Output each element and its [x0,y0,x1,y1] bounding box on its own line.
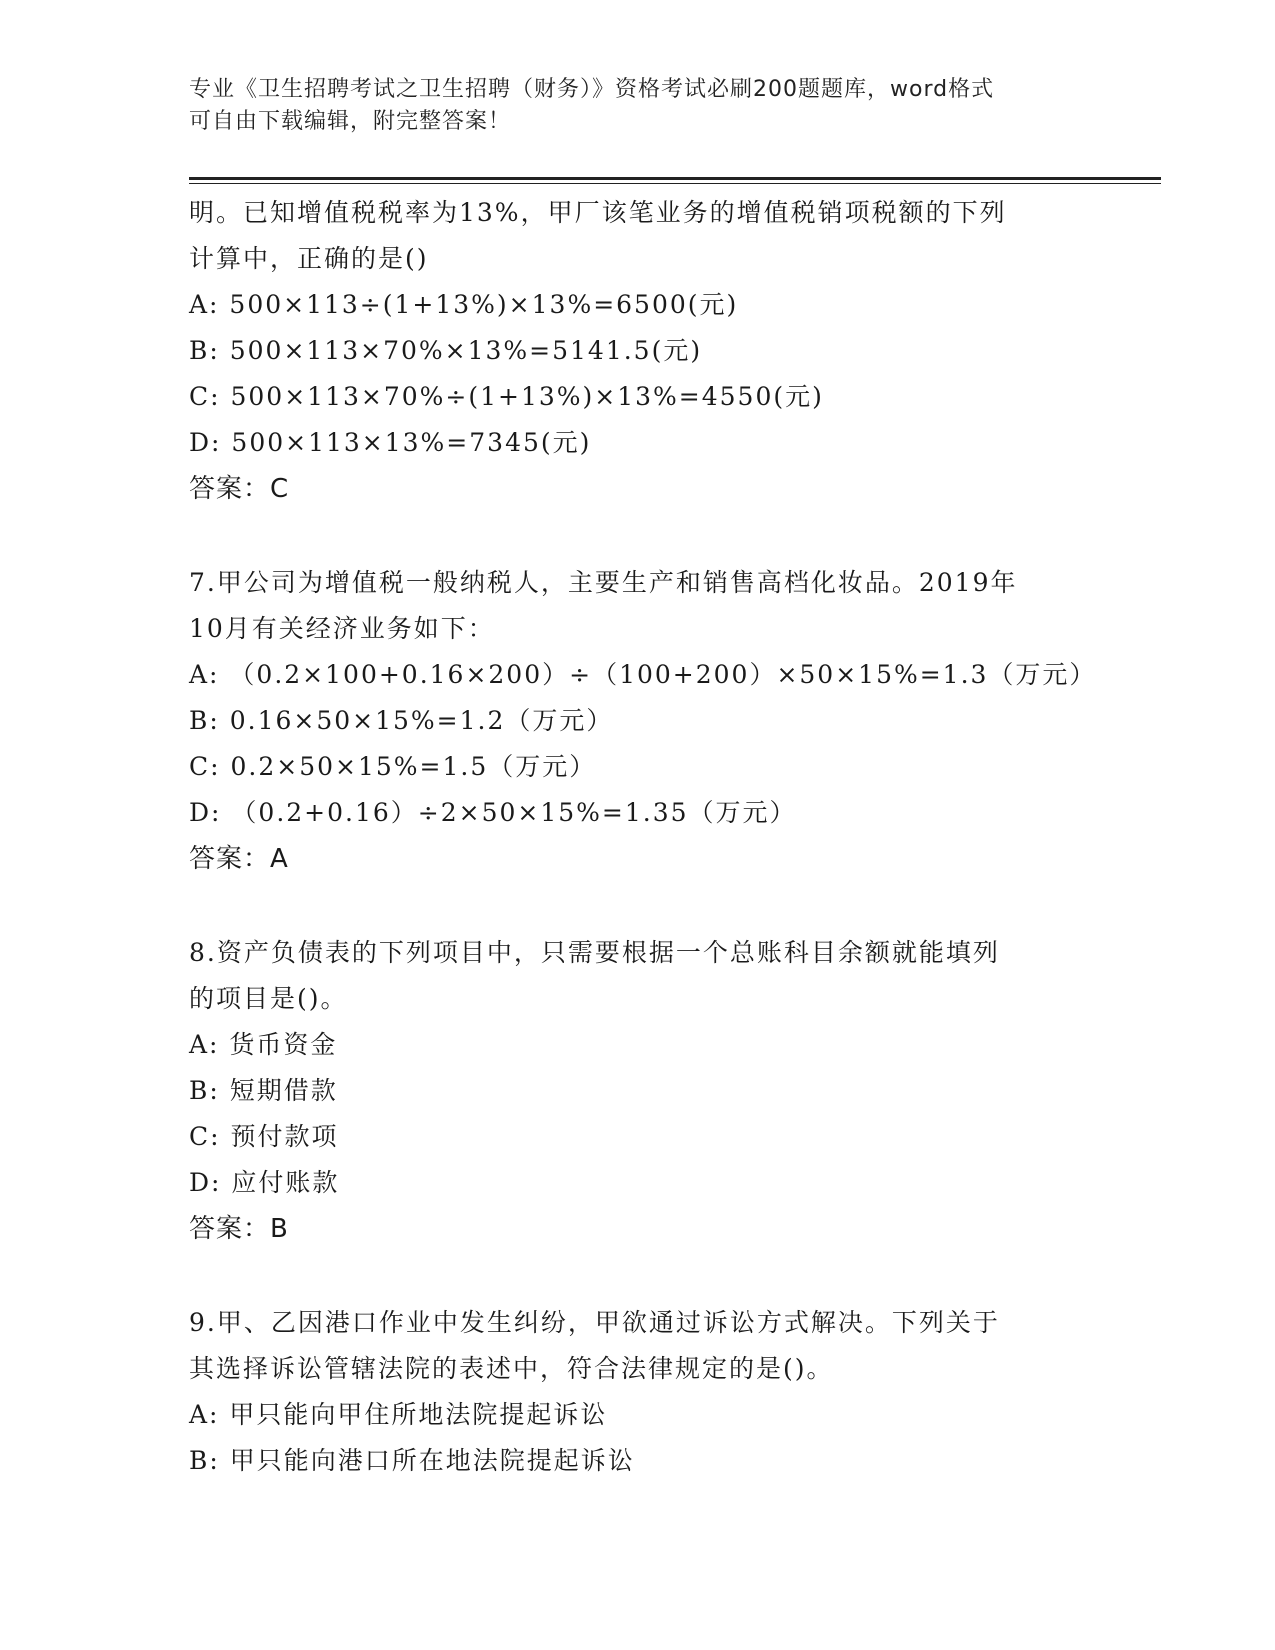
answer: 答案：C [189,474,290,504]
header-title-line-1: 专业《卫生招聘考试之卫生招聘（财务）》资格考试必刷200题题库，word格式 [189,77,995,102]
option-a: A: 500×113÷(1+13%)×13%=6500(元) [189,290,739,319]
option-a: A: 货币资金 [189,1030,338,1059]
question-9 [189,1300,1089,1484]
option-d: D: 应付账款 [189,1168,340,1197]
document-header [189,74,1089,138]
question-6 [189,190,1089,512]
option-b: B: 短期借款 [189,1076,338,1105]
option-d: D: （0.2+0.16）÷2×50×15%=1.35（万元） [189,798,797,827]
question-stem: 其选择诉讼管辖法院的表述中，符合法律规定的是()。 [189,1354,834,1383]
question-8 [189,930,1089,1252]
option-a: A: 甲只能向甲住所地法院提起诉讼 [189,1400,608,1429]
question-stem: 明。已知增值税税率为13%，甲厂该笔业务的增值税销项税额的下列 [189,198,1007,227]
option-d: D: 500×113×13%=7345(元) [189,428,592,457]
answer: 答案：A [189,844,289,874]
option-c: C: 0.2×50×15%=1.5（万元） [189,752,597,781]
option-b: B: 甲只能向港口所在地法院提起诉讼 [189,1446,635,1475]
header-title-line-2: 可自由下载编辑，附完整答案！ [189,109,512,134]
question-stem: 10月有关经济业务如下： [189,614,495,643]
header-rule-thin [189,183,1161,184]
question-7 [189,560,1097,882]
option-c: C: 500×113×70%÷(1+13%)×13%=4550(元) [189,382,824,411]
option-b: B: 0.16×50×15%=1.2（万元） [189,706,614,735]
option-b: B: 500×113×70%×13%=5141.5(元) [189,336,703,365]
option-c: C: 预付款项 [189,1122,339,1151]
question-list [189,190,1097,1532]
question-stem: 计算中，正确的是() [189,244,429,273]
option-a: A: （0.2×100+0.16×200）÷（100+200）×50×15%=1.3（万元） [189,660,1097,689]
answer: 答案：B [189,1214,289,1244]
question-stem: 7.甲公司为增值税一般纳税人，主要生产和销售高档化妆品。2019年 [189,568,1018,597]
question-stem: 8.资产负债表的下列项目中，只需要根据一个总账科目余额就能填列 [189,938,1000,967]
header-rule-thick [189,177,1161,180]
question-stem: 的项目是()。 [189,984,348,1013]
question-stem: 9.甲、乙因港口作业中发生纠纷，甲欲通过诉讼方式解决。下列关于 [189,1308,1000,1337]
